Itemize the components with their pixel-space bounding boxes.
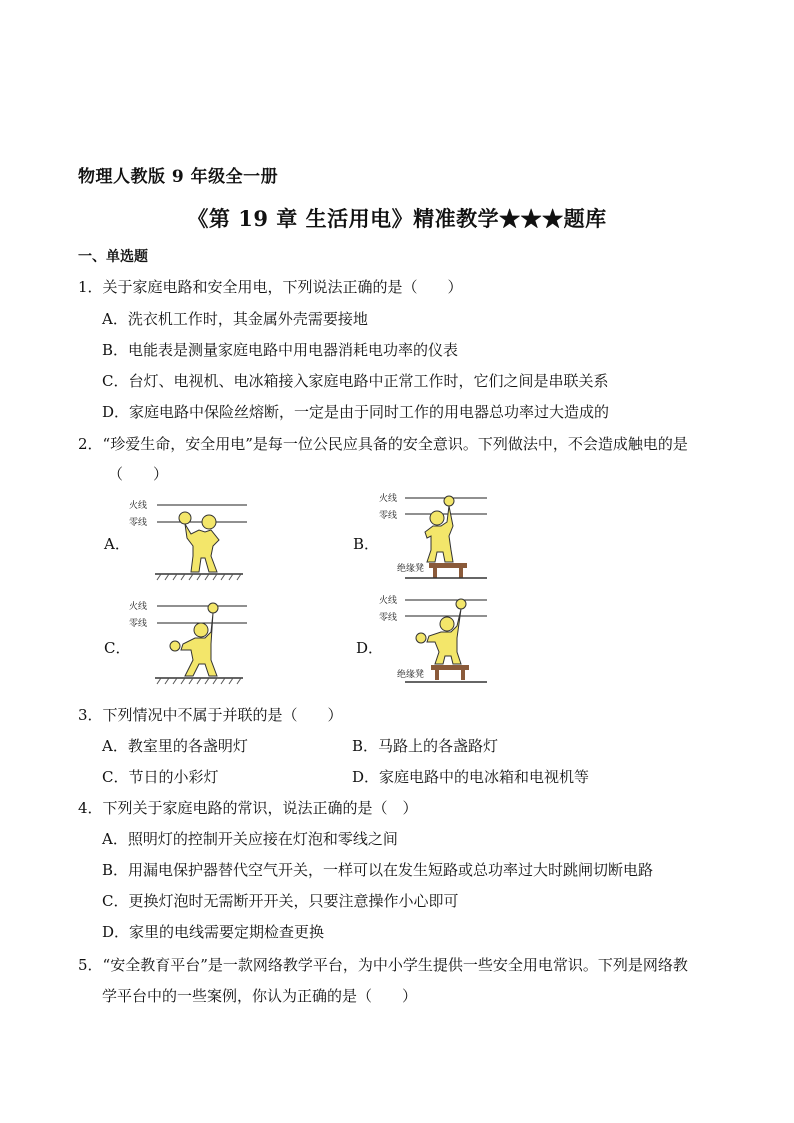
question-2-stem: 2．“珍爱生命，安全用电”是每一位公民应具备的安全意识。下列做法中，不会造成触电的是 — [78, 435, 688, 453]
figure-b-stool-touch-live — [375, 490, 495, 582]
live-wire-label: 火线 — [129, 501, 148, 511]
neutral-wire-label: 零线 — [129, 518, 148, 528]
insulating-stool-label: 绝缘凳 — [397, 670, 425, 680]
question-5-stem: 5．“安全教育平台”是一款网络教学平台，为中小学生提供一些安全用电常识。下列是网络教 — [78, 956, 688, 974]
question-1-option-d: D．家庭电路中保险丝熔断，一定是由于同时工作的用电器总功率过大造成的 — [102, 403, 610, 421]
neutral-wire-label: 零线 — [379, 613, 398, 623]
question-4-option-a: A．照明灯的控制开关应接在灯泡和零线之间 — [102, 830, 398, 848]
live-wire-label: 火线 — [379, 596, 398, 606]
page-title: 《第 19 章 生活用电》精准教学★★★题库 — [187, 206, 607, 231]
neutral-wire-label: 零线 — [129, 619, 148, 629]
question-4-stem: 4．下列关于家庭电路的常识，说法正确的是（ ） — [78, 799, 418, 817]
figure-d-stool-touch-live — [375, 592, 495, 686]
neutral-wire-label: 零线 — [379, 511, 398, 521]
question-2-option-c: C． — [104, 639, 131, 657]
live-wire-label: 火线 — [129, 602, 148, 612]
question-4-option-b: B．用漏电保护器替代空气开关，一样可以在发生短路或总功率过大时跳闸切断电路 — [102, 861, 654, 879]
question-4-option-c: C．更换灯泡时无需断开开关，只要注意操作小心即可 — [102, 892, 459, 910]
figure-a-ground-touch-live — [125, 494, 255, 582]
subtitle: 物理人教版 9 年级全一册 — [78, 167, 279, 187]
question-3-option-d: D．家庭电路中的电冰箱和电视机等 — [352, 768, 590, 786]
insulating-stool-label: 绝缘凳 — [397, 564, 425, 574]
section-heading: 一、单选题 — [78, 249, 148, 265]
question-5-stem-cont: 学平台中的一些案例，你认为正确的是（ ） — [102, 987, 418, 1005]
live-wire-label: 火线 — [379, 494, 398, 504]
question-1-stem: 1．关于家庭电路和安全用电，下列说法正确的是（ ） — [78, 278, 463, 296]
question-3-stem: 3．下列情况中不属于并联的是（ ） — [78, 706, 343, 724]
question-3-option-c: C．节日的小彩灯 — [102, 768, 219, 786]
question-1-option-b: B．电能表是测量家庭电路中用电器消耗电功率的仪表 — [102, 341, 459, 359]
question-4-option-d: D．家里的电线需要定期检查更换 — [102, 923, 325, 941]
question-3-option-a: A．教室里的各盏明灯 — [102, 737, 248, 755]
question-1-option-a: A．洗衣机工作时，其金属外壳需要接地 — [102, 310, 368, 328]
figure-c-ground-touch-live — [125, 598, 255, 686]
question-2-option-b: B． — [353, 535, 380, 553]
question-3-option-b: B．马路上的各盏路灯 — [352, 737, 499, 755]
question-1-option-c: C．台灯、电视机、电冰箱接入家庭电路中正常工作时，它们之间是串联关系 — [102, 372, 609, 390]
question-2-option-d: D． — [356, 639, 384, 657]
question-2-stem-cont: （ ） — [108, 465, 169, 483]
question-2-option-a: A． — [104, 535, 130, 553]
